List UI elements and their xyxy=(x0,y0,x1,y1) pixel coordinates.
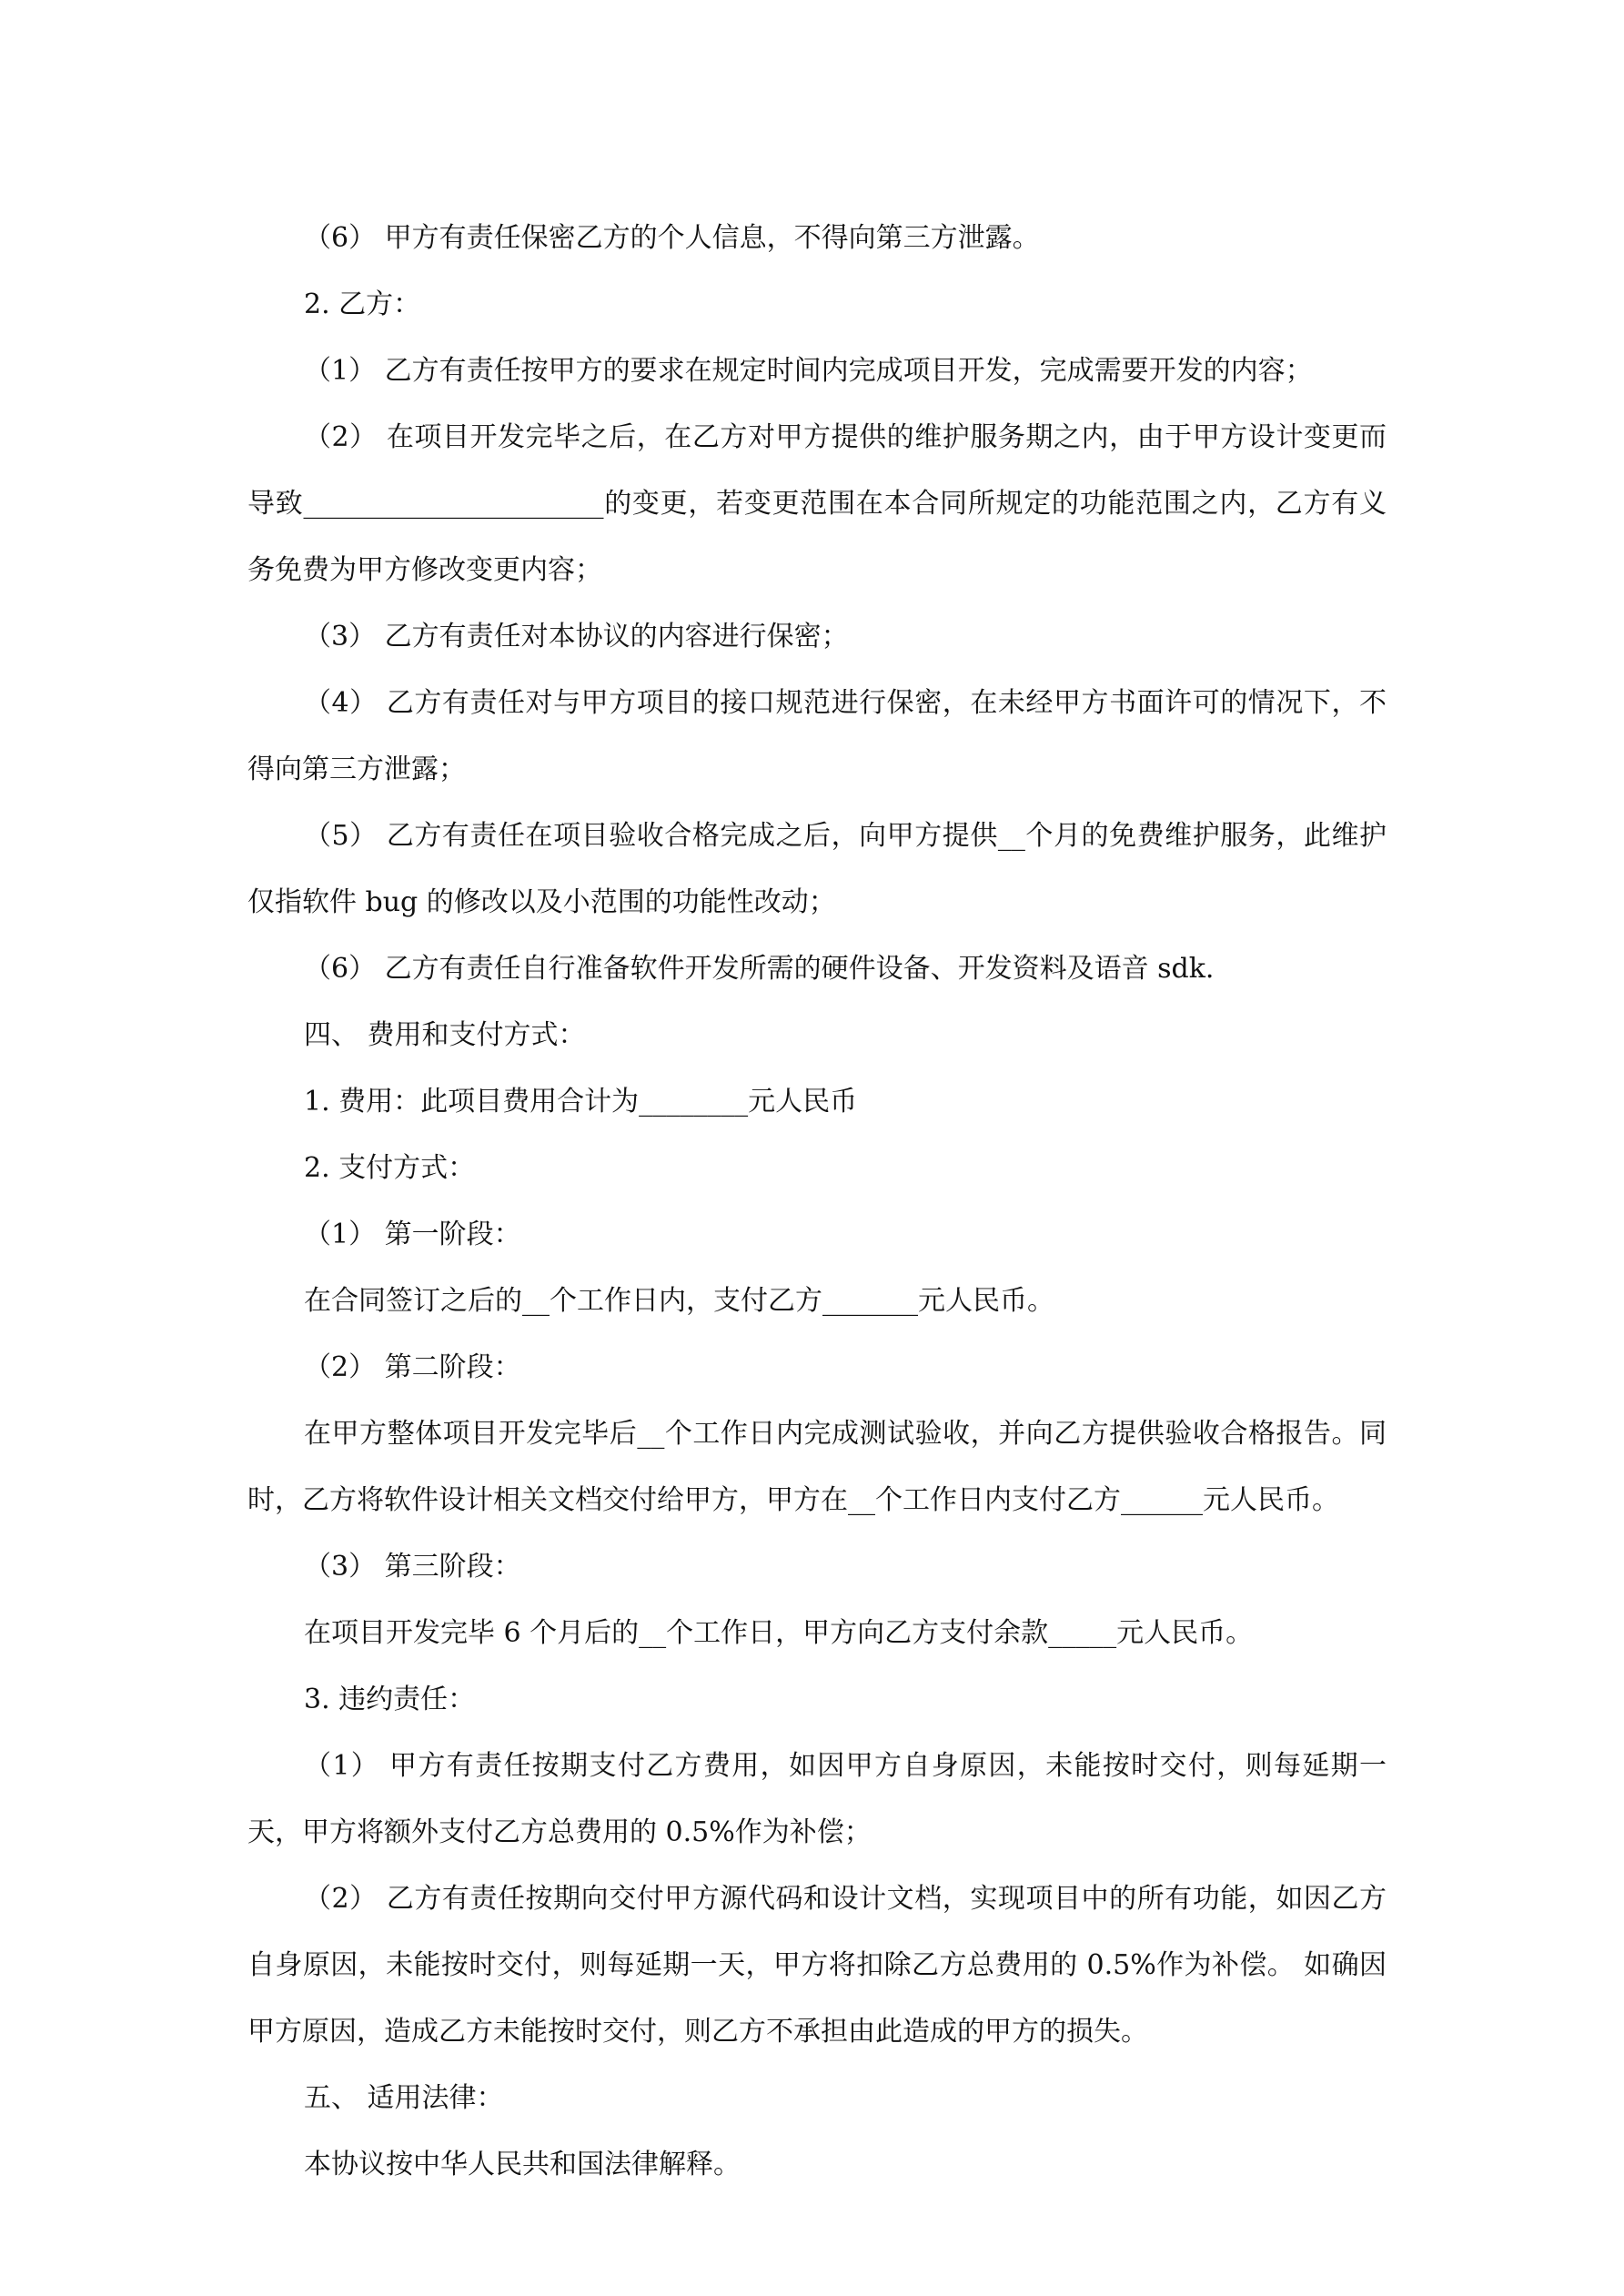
section-4-heading: 四、 费用和支付方式： xyxy=(304,1019,586,1051)
clause-b-5: （5） 乙方有责任在项目验收合格完成之后，向甲方提供__个月的免费维护服务，此维护仅指软件 bug 的修改以及小范围的功能性改动； xyxy=(247,820,1387,918)
payment-method-heading: 2. 支付方式： xyxy=(304,1152,476,1184)
phase-1-heading: （1） 第一阶段： xyxy=(304,1219,521,1250)
breach-heading: 3. 违约责任： xyxy=(304,1684,476,1715)
fee-total: 1. 费用：此项目费用合计为________元人民币 xyxy=(304,1086,858,1118)
clause-a-6: （6） 甲方有责任保密乙方的个人信息，不得向第三方泄露。 xyxy=(304,222,1040,254)
document-body xyxy=(247,205,1387,2198)
clause-b-1: （1） 乙方有责任按甲方的要求在规定时间内完成项目开发，完成需要开发的内容； xyxy=(304,355,1313,387)
clause-b-6: （6） 乙方有责任自行准备软件开发所需的硬件设备、开发资料及语音 sdk. xyxy=(304,953,1215,985)
governing-law-text: 本协议按中华人民共和国法律解释。 xyxy=(304,2149,741,2180)
section-party-b-heading: 2. 乙方： xyxy=(304,288,421,320)
section-5-heading: 五、 适用法律： xyxy=(304,2082,504,2114)
phase-3-text: 在项目开发完毕 6 个月后的__个工作日，甲方向乙方支付余款_____元人民币。 xyxy=(304,1617,1254,1649)
clause-b-2: （2） 在项目开发完毕之后，在乙方对甲方提供的维护服务期之内，由于甲方设计变更而导致______________________的变更，若变更范围在本合同所规定的功能范围之内，乙方有义务免费为甲方修改变更内容； xyxy=(247,421,1387,586)
phase-3-heading: （3） 第三阶段： xyxy=(304,1551,521,1583)
clause-b-3: （3） 乙方有责任对本协议的内容进行保密； xyxy=(304,621,849,652)
phase-1-text: 在合同签订之后的__个工作日内，支付乙方_______元人民币。 xyxy=(304,1285,1054,1317)
phase-2-text: 在甲方整体项目开发完毕后__个工作日内完成测试验收，并向乙方提供验收合格报告。同时，乙方将软件设计相关文档交付给甲方，甲方在__个工作日内支付乙方______元人民币。 xyxy=(247,1418,1387,1516)
breach-clause-1: （1） 甲方有责任按期支付乙方费用，如因甲方自身原因，未能按时交付，则每延期一天，甲方将额外支付乙方总费用的 0.5%作为补偿； xyxy=(247,1750,1387,1848)
breach-clause-2: （2） 乙方有责任按期向交付甲方源代码和设计文档，实现项目中的所有功能，如因乙方自身原因，未能按时交付，则每延期一天，甲方将扣除乙方总费用的 0.5%作为补偿。 如确因甲方原因，造成乙方未能按时交付，则乙方不承担由此造成的甲方的损失。 xyxy=(247,1883,1387,2048)
phase-2-heading: （2） 第二阶段： xyxy=(304,1351,521,1383)
clause-b-4: （4） 乙方有责任对与甲方项目的接口规范进行保密，在未经甲方书面许可的情况下，不得向第三方泄露； xyxy=(247,687,1387,785)
